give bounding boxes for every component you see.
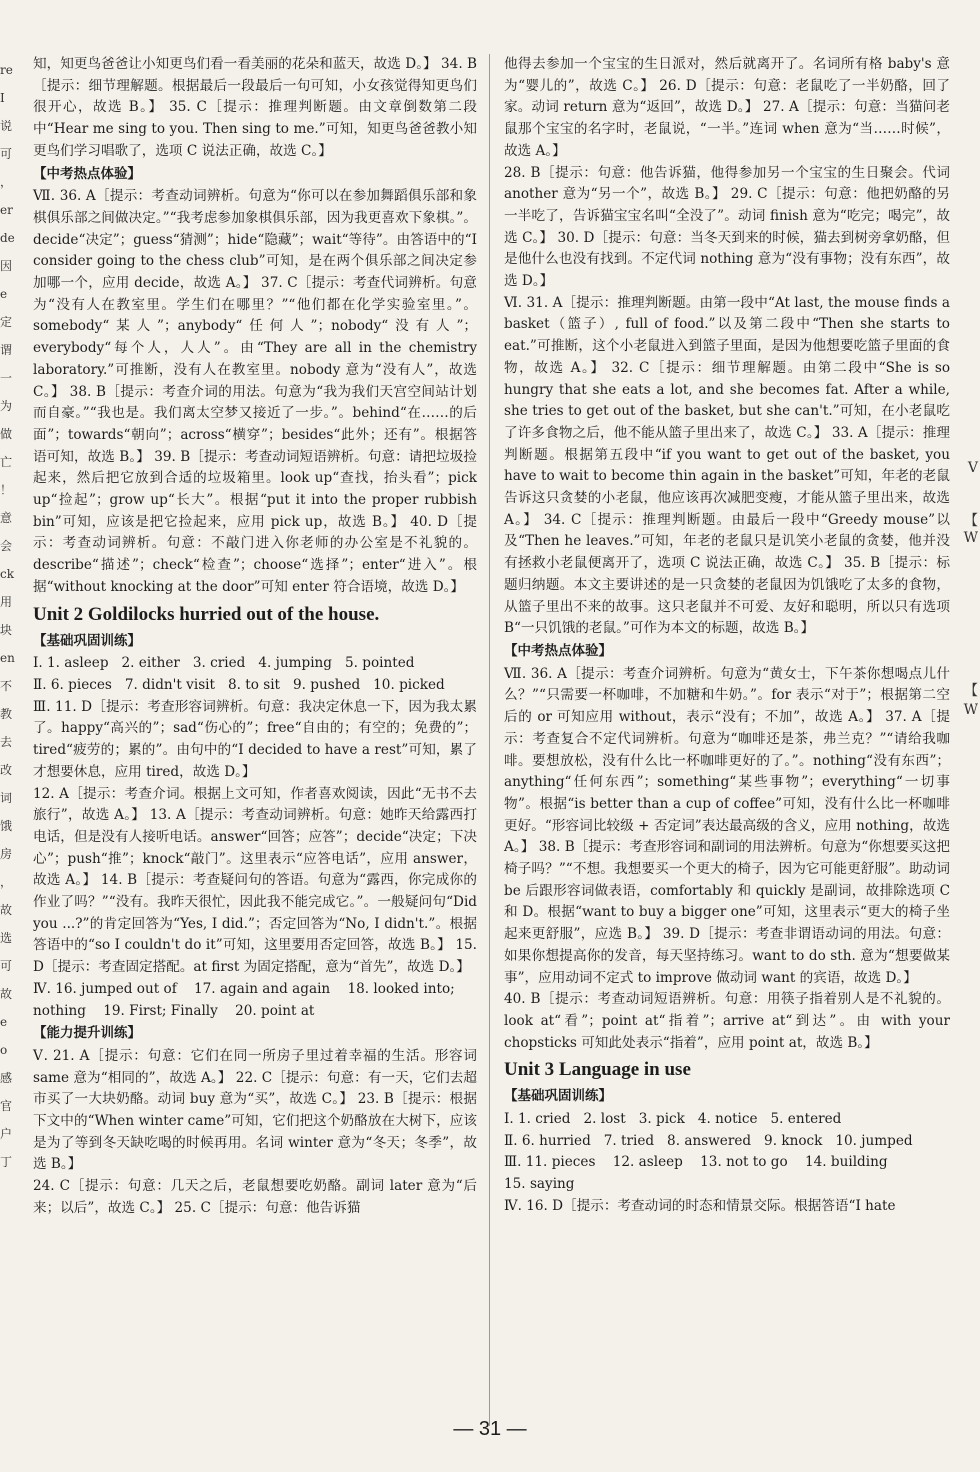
edge-left-fragment: 可 xyxy=(0,959,13,973)
unit-2-title: Unit 2 Goldilocks hurried out of the house. xyxy=(33,603,380,625)
edge-left-fragment: 不 xyxy=(0,679,13,693)
left-paragraph-iii: Ⅲ. 11. D［提示：考查形容词辨析。句意：我决定休息一下，因为我太累了。happy“高兴的”；sad“伤心的”；free“自由的；有空的；免费的”；tired“疲劳的；累的”。由句中的“I decided to have a rest”可知，累了才想要休息，应用 tired，故选 D。】 xyxy=(33,698,477,780)
edge-left-fragment: 官 xyxy=(0,1099,13,1113)
edge-left-fragment: e xyxy=(0,287,8,301)
answer-line-i: Ⅰ. 1. asleep 2. either 3. cried 4. jumping 5. pointed xyxy=(33,655,415,672)
edge-left-fragment: 房 xyxy=(0,847,13,861)
edge-left-fragment: 块 xyxy=(0,623,13,637)
edge-left-fragment: re xyxy=(0,63,13,77)
right-edge-cropped-text xyxy=(962,420,980,1420)
edge-left-fragment: o xyxy=(0,1043,8,1057)
edge-left-fragment: ， xyxy=(0,875,13,889)
edge-left-fragment: 说 xyxy=(0,119,13,133)
left-paragraph-vii: Ⅶ. 36. A［提示：考查动词辨析。句意为“你可以在参加舞蹈俱乐部和象棋俱乐部之间做决定。”“我考虑参加象棋俱乐部，因为我更喜欢下象棋。”。decide“决定”；guess“猜测”；hide“隐藏”；wait“等待”。由答语中的“I consider going to the chess club”可知，是在两个俱乐部之间决定参加哪一个，应用 decide，故选 A。】 37. C［提示：考查代词辨析。句意为“没有人在教室里。学生们在哪里？”“他们都在化学实验室里。”。somebody“某人”；anybody“任何人”；nobody“没有人”；everybody“每个人，人人”。由“They are all in the chemistry laboratory.”可推断，没有人在教室里。nobody 意为“没有人”，故选 C。】 38. B［提示：考查介词的用法。句意为“我为我们天宫空间站计划而自豪。”“我也是。我们离太空梦又接近了一步。”。behind“在……的后面”；towards“朝向”；across“横穿”；besides“此外；还有”。根据答语可知，故选 B。】 39. B［提示：考查动词短语辨析。句意：请把垃圾捡起来，然后把它放到合适的垃圾箱里。look up“查找，抬头看”；pick up“捡起”；grow up“长大”。根据“put it into the proper rubbish bin”可知，应该是把它捡起来，应用 pick up，故选 B。】 40. D［提示：考查动词辨析。句意：不敲门进入你老师的办公室是不礼貌的。describe“描述”；check“检查”；choose“选择”；enter“进入”。根据“without knocking at the door”可知 enter 符合语境，故选 D。】 xyxy=(33,188,477,595)
edge-left-fragment: 故 xyxy=(0,987,13,1001)
right-paragraph-iv: Ⅳ. 16. D［提示：考查动词的时态和情景交际。根据答语“I hate xyxy=(504,1197,896,1214)
section-heading-ability: 【能力提升训练】 xyxy=(33,1025,141,1042)
edge-left-fragment: 去 xyxy=(0,735,13,749)
edge-left-fragment: 可 xyxy=(0,147,13,161)
answer-line-iv-a: Ⅳ. 16. jumped out of 17. again and again 18. looked into; xyxy=(33,980,455,997)
edge-right-fragment: W xyxy=(963,702,978,718)
unit-3-title: Unit 3 Language in use xyxy=(504,1059,691,1081)
edge-left-fragment: 教 xyxy=(0,707,13,721)
edge-left-fragment: ， xyxy=(0,175,13,189)
edge-left-fragment: er xyxy=(0,203,13,217)
answer-line-u3-iii: Ⅲ. 11. pieces 12. asleep 13. not to go 14. building xyxy=(504,1154,888,1171)
left-paragraph-24-25: 24. C［提示：句意：几天之后，老鼠想要吃奶酪。副词 later 意为“后来；以后”，故选 C。】 25. C［提示：句意：他告诉猫 xyxy=(33,1178,477,1216)
edge-left-fragment: en xyxy=(0,651,15,665)
left-column xyxy=(33,54,477,1220)
left-paragraph-v: Ⅴ. 21. A［提示：句意：它们在同一所房子里过着幸福的生活。形容词 same 意为“相同的”，故选 A。】 22. C［提示：句意：有一天，它们去超市买了一大块奶酪。动词 buy 意为“买”，故选 C。】 23. B［提示：根据下文中的“When winter came”可知，它们把这个奶酪放在大树下，应该是为了等到冬天缺吃喝的时候再用。名词 winter 意为“冬天；冬季”，故选 B。】 xyxy=(33,1047,477,1173)
page-number xyxy=(0,1418,980,1441)
edge-left-fragment: I xyxy=(0,91,5,105)
edge-left-fragment: 户 xyxy=(0,1127,13,1141)
section-heading-exam-hot-2: 【中考热点体验】 xyxy=(504,642,612,659)
edge-left-fragment: 选 xyxy=(0,931,13,945)
edge-left-fragment: ck xyxy=(0,567,14,581)
edge-left-fragment: 意 xyxy=(0,511,13,525)
edge-right-fragment: 【 xyxy=(964,513,978,529)
edge-left-fragment: 会 xyxy=(0,539,13,553)
edge-left-fragment: 故 xyxy=(0,903,13,917)
edge-left-fragment: 定 xyxy=(0,315,13,329)
edge-left-fragment: e xyxy=(0,1015,8,1029)
edge-right-fragment: W xyxy=(963,530,978,546)
edge-left-fragment: 做 xyxy=(0,427,13,441)
edge-left-fragment: 因 xyxy=(0,259,13,273)
edge-left-fragment: 词 xyxy=(0,791,13,805)
edge-left-fragment: 谓 xyxy=(0,343,13,357)
right-paragraph-28-30: 28. B［提示：句意：他告诉猫，他得参加另一个宝宝的生日聚会。代词 another 意为“另一个”，故选 B。】 29. C［提示：句意：他把奶酪的另一半吃了，告诉猫宝宝名叫“全没了”。动词 finish 意为“吃完；喝完”，故选 C。】 30. D［提示：句意：当冬天到来的时候，猫去到树旁拿奶酪，但是他什么也没有找到。不定代词 nothing 意为“没有事物；没有东西”，故选 D。】 xyxy=(504,164,950,290)
edge-left-fragment: 亡 xyxy=(0,455,13,469)
left-paragraph-1: 知，知更鸟爸爸让小知更鸟们看一看美丽的花朵和蓝天，故选 D。】 34. B［提示：细节理解题。根据最后一段最后一句可知，小女孩觉得知更鸟们很开心，故选 B。】 35. C［提示：推理判断题。由文章倒数第二段中“Hear me sing to you. Then sing to me.”可知，知更鸟爸爸教小知更鸟们学习唱歌了，选项 C 说法正确，故选 C。】 xyxy=(33,56,477,159)
right-paragraph-1: 他得去参加一个宝宝的生日派对，然后就离开了。名词所有格 baby's 意为“婴儿的”，故选 C。】 26. D［提示：句意：老鼠吃了一半奶酪，回了家。动词 return 意为“返回”，故选 D。】 27. A［提示：句意：当猫问老鼠那个宝宝的名字时，老鼠说，“一半。”连词 when 意为“当……时候”，故选 A。】 xyxy=(504,56,950,159)
answer-line-u3-i: Ⅰ. 1. cried 2. lost 3. pick 4. notice 5. entered xyxy=(504,1111,842,1128)
edge-left-fragment: 饿 xyxy=(0,819,13,833)
answer-line-iv-b: nothing 19. First; Finally 20. point at xyxy=(33,1002,315,1019)
edge-right-fragment: V xyxy=(967,460,978,476)
edge-left-fragment: 用 xyxy=(0,595,13,609)
edge-right-fragment: 【 xyxy=(964,683,978,699)
edge-left-fragment: 感 xyxy=(0,1071,13,1085)
right-paragraph-40: 40. B［提示：考查动词短语辨析。句意：用筷子指着别人是不礼貌的。look at“看”；point at“指着”；arrive at“到达”。由 with your chopsticks 可知此处表示“指着”，应用 point at，故选 B。】 xyxy=(504,991,950,1051)
edge-left-fragment: de xyxy=(0,231,15,245)
left-paragraph-12-15: 12. A［提示：考查介词。根据上文可知，作者喜欢阅读，因此“无书不去旅行”，故选 A。】 13. A［提示：考查动词辨析。句意：她昨天给露西打电话，但是没有人接听电话。answer“回答；应答”；decide“决定；下决心”；push“推”；knock“敲门”。这里表示“应答电话”，应用 answer，故选 A。】 14. B［提示：考查疑问句的答语。句意为“露西，你完成你的作业了吗？”“没有。我昨天很忙，因此我不能完成它。”。一般疑问句“Did you ...?”的肯定回答为“Yes, I did.”；否定回答为“No, I didn't.”。根据答语中的“so I couldn't do it”可知，这里要用否定回答，故选 B。】 15. D［提示：考查固定搭配。at first 为固定搭配，意为“首先”，故选 D。】 xyxy=(33,785,477,976)
edge-left-fragment: ！ xyxy=(0,483,13,497)
section-heading-basic-2: 【基础巩固训练】 xyxy=(504,1088,612,1105)
page-number-text: — 31 — xyxy=(453,1418,527,1440)
edge-left-fragment: 为 xyxy=(0,399,13,413)
right-paragraph-vi: Ⅵ. 31. A［提示：推理判断题。由第一段中“At last, the mouse finds a basket（篮子）, full of food.”以及第二段中“Then she starts to eat.”可推断，这个小老鼠进入到篮子里面，是因为他想要吃篮子里面的食物，故选 A。】 32. C［提示：细节理解题。由第二段中“She is so hungry that she eats a lot, and she becomes fat. After a while, she tries to get out of the basket, but she can't.”可知，在小老鼠吃了许多食物之后，他不能从篮子里出来了，故选 C。】 33. A［提示：推理判断题。根据第五段中“if you want to get out of the basket, you have to wait to become thin again in the basket”可知，年老的老鼠告诉这只贪婪的小老鼠，他应该再次减肥变瘦，才能从篮子里出来，故选 A。】 34. C［提示：推理判断题。由最后一段中“Greedy mouse”以及“Then he leaves.”可知，年老的老鼠只是讥笑小老鼠的贪婪，他并没有拯救小老鼠便离开了，选项 C 说法正确，故选 C。】 35. B［提示：标题归纳题。本文主要讲述的是一只贪婪的老鼠因为饥饿吃了太多的食物，从篮子里出不来的故事。这只老鼠并不可爱、友好和聪明，所以只有选项 B“一只饥饿的老鼠。”可作为本文的标题，故选 B。】 xyxy=(504,294,950,637)
right-column xyxy=(504,54,950,1218)
edge-left-fragment: 改 xyxy=(0,763,13,777)
edge-left-fragment: 一 xyxy=(0,371,13,385)
answer-line-u3-ii: Ⅱ. 6. hurried 7. tried 8. answered 9. knock 10. jumped xyxy=(504,1132,913,1149)
right-paragraph-vii: Ⅶ. 36. A［提示：考查介词辨析。句意为“黄女士，下午茶你想喝点儿什么？”“只需要一杯咖啡，不加糖和牛奶。”。for 表示“对于”；根据第二空后的 or 可知应用 without，表示“没有；不加”，故选 A。】 37. A［提示：考查复合不定代词辨析。句意为“咖啡还是茶，弗兰克？”“请给我咖啡。要想放松，没有什么比一杯咖啡更好的了。”。nothing“没有东西”；anything“任何东西”；something“某些事物”；everything“一切事物”。根据“is better than a cup of coffee”可知，没有什么比一杯咖啡更好。“形容词比较级 + 否定词”表达最高级的含义，应用 nothing，故选 A。】 38. B［提示：考查形容词和副词的用法辨析。句意为“你想要买这把椅子吗？”“不想。我想要买一个更大的椅子，因为它可能更舒服”。助动词 be 后跟形容词做表语，comfortably 和 quickly 是副词，故排除选项 C 和 D。根据“want to buy a bigger one”可知，这里表示“更大的椅子坐起来更舒服”，应选 B。】 39. D［提示：考查非谓语动词的用法。句意：如果你想提高你的发音，每天坚持练习。want to do sth. 意为“想要做某事”，应用动词不定式 to improve 做动词 want 的宾语，故选 D。】 xyxy=(504,665,950,986)
answer-line-u3-iii-b: 15. saying xyxy=(504,1176,575,1193)
answer-line-ii: Ⅱ. 6. pieces 7. didn't visit 8. to sit 9. pushed 10. picked xyxy=(33,676,445,693)
left-edge-cropped-text xyxy=(0,56,22,1416)
section-heading-basic: 【基础巩固训练】 xyxy=(33,632,141,649)
section-heading-exam-hot: 【中考热点体验】 xyxy=(33,165,141,182)
column-divider xyxy=(489,54,490,1426)
edge-left-fragment: 丁 xyxy=(0,1155,13,1169)
